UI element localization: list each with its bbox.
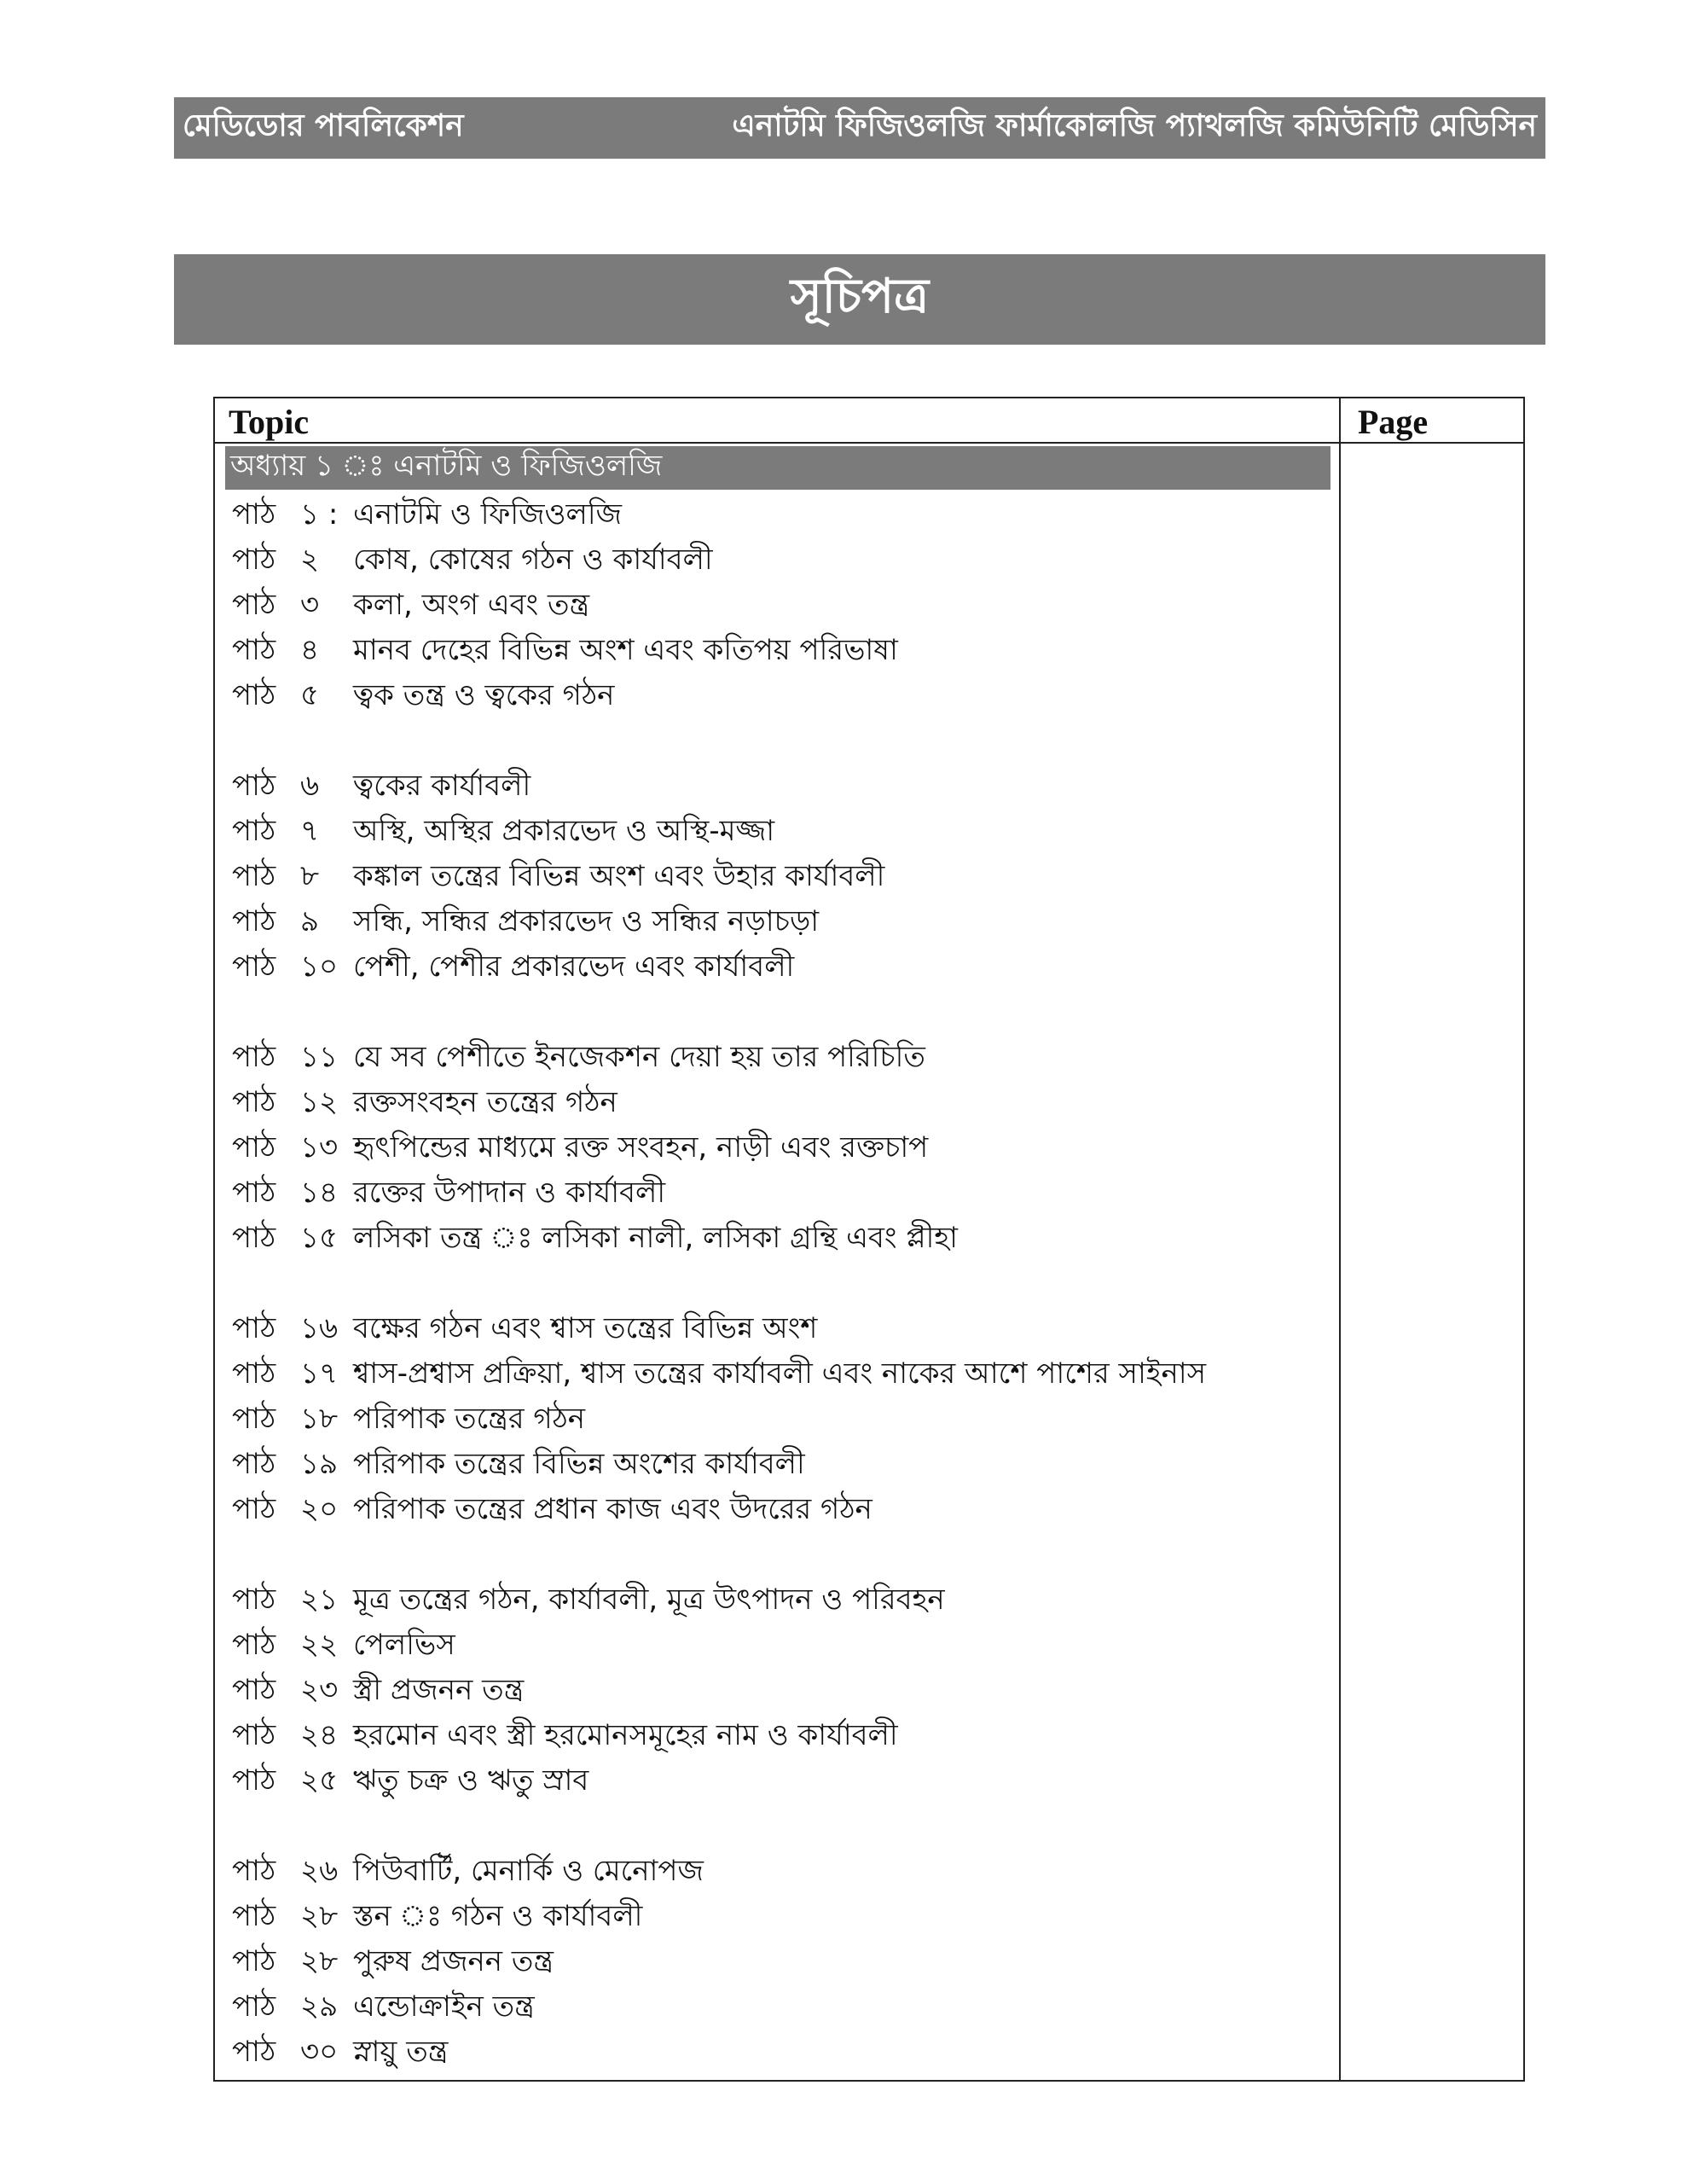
lesson-label: পাঠ [232, 1130, 276, 1165]
lesson-title: এনাটমি ও ফিজিওলজি [353, 497, 623, 531]
group-spacer [232, 1261, 1332, 1306]
lesson-row [232, 1080, 1332, 1125]
lesson-row [232, 764, 1332, 809]
lesson-title: বক্ষের গঠন এবং শ্বাস তন্ত্রের বিভিন্ন অংশ [353, 1311, 818, 1345]
lesson-title: পরিপাক তন্ত্রের গঠন [353, 1402, 586, 1436]
lesson-number: ১৩ [300, 1130, 339, 1165]
lesson-number: ১৫ [300, 1221, 339, 1255]
lesson-label: পাঠ [232, 1311, 276, 1345]
page-column-header: Page [1358, 403, 1429, 441]
lesson-title: হরমোন এবং স্ত্রী হরমোনসমূহের নাম ও কার্যাবলী [353, 1718, 898, 1752]
lesson-label: পাঠ [232, 1899, 276, 1933]
lesson-number: ১৬ [300, 1311, 339, 1345]
lesson-row [232, 1713, 1332, 1758]
lesson-row [232, 1984, 1332, 2030]
lesson-number: ১৯ [300, 1447, 339, 1481]
lesson-number: ১ : [300, 497, 339, 531]
lesson-row [232, 1397, 1332, 1442]
lesson-label: পাঠ [232, 859, 276, 893]
lesson-row [232, 944, 1332, 990]
lesson-row [232, 2030, 1332, 2075]
lesson-number: ৭ [300, 814, 320, 848]
lesson-row [232, 1216, 1332, 1261]
lesson-label: পাঠ [232, 1492, 276, 1526]
lesson-row [232, 1668, 1332, 1713]
lesson-label: পাঠ [232, 1763, 276, 1798]
lesson-title: পুরুষ প্রজনন তন্ত্র [353, 1944, 554, 1978]
lesson-number: ২৪ [300, 1718, 339, 1752]
lesson-label: পাঠ [232, 1040, 276, 1074]
lesson-row [232, 899, 1332, 944]
lesson-label: পাঠ [232, 1356, 276, 1391]
lesson-label: পাঠ [232, 950, 276, 984]
lesson-label: পাঠ [232, 1628, 276, 1662]
group-spacer [232, 718, 1332, 764]
lesson-title: ত্বকের কার্যাবলী [353, 769, 531, 803]
page-title-bar [174, 254, 1545, 345]
lesson-label: পাঠ [232, 904, 276, 938]
column-divider [1339, 398, 1341, 2080]
lesson-number: ১৭ [300, 1356, 339, 1391]
lesson-number: ২৩ [300, 1673, 339, 1707]
toc-table [213, 397, 1525, 2082]
lesson-row [232, 1442, 1332, 1487]
lesson-label: পাঠ [232, 1176, 276, 1210]
lesson-row [232, 1125, 1332, 1170]
lesson-number: ২৬ [300, 1854, 339, 1888]
lesson-row [232, 1939, 1332, 1984]
lesson-row [232, 809, 1332, 854]
lesson-row [232, 1623, 1332, 1668]
group-spacer [232, 1804, 1332, 1849]
lesson-label: পাঠ [232, 678, 276, 712]
lesson-label: পাঠ [232, 1085, 276, 1119]
lesson-number: ৮ [300, 859, 320, 893]
lesson-title: স্ত্রী প্রজনন তন্ত্র [353, 1673, 525, 1707]
lesson-title: অস্থি, অস্থির প্রকারভেদ ও অস্থি-মজ্জা [353, 814, 775, 848]
lesson-number: ২৯ [300, 1989, 339, 2024]
lesson-number: ২১ [300, 1583, 339, 1617]
lesson-title: সন্ধি, সন্ধির প্রকারভেদ ও সন্ধির নড়াচড়া [353, 904, 820, 938]
group-spacer [232, 1532, 1332, 1577]
lesson-label: পাঠ [232, 814, 276, 848]
lesson-number: ৩০ [300, 2035, 339, 2069]
lesson-row [232, 1577, 1332, 1623]
lesson-title: স্তন ঃ গঠন ও কার্যাবলী [353, 1899, 643, 1933]
lesson-number: ১৪ [300, 1176, 339, 1210]
lesson-row [232, 854, 1332, 899]
lesson-number: ২০ [300, 1492, 339, 1526]
lesson-title: স্নায়ু তন্ত্র [353, 2035, 449, 2069]
lesson-row [232, 1351, 1332, 1397]
group-spacer [232, 990, 1332, 1035]
lesson-title: পরিপাক তন্ত্রের প্রধান কাজ এবং উদরের গঠন [353, 1492, 872, 1526]
lesson-title: ঋতু চক্র ও ঋতু স্রাব [353, 1763, 589, 1798]
lesson-title: রক্তের উপাদান ও কার্যাবলী [353, 1176, 666, 1210]
lesson-label: পাঠ [232, 588, 276, 622]
page-title: সূচিপত্র [790, 269, 930, 324]
lesson-label: পাঠ [232, 769, 276, 803]
lesson-row [232, 1849, 1332, 1894]
topic-column-header: Topic [229, 403, 310, 441]
lesson-title: শ্বাস-প্রশ্বাস প্রক্রিয়া, শ্বাস তন্ত্রের কার্যাবলী এবং নাকের আশে পাশের সাইনাস [353, 1356, 1207, 1391]
publisher-name: মেডিডোর পাবলিকেশন [183, 108, 464, 143]
lesson-row [232, 1306, 1332, 1351]
lesson-row [232, 537, 1332, 583]
lesson-label: পাঠ [232, 543, 276, 577]
lesson-number: ১৮ [300, 1402, 339, 1436]
lesson-label: পাঠ [232, 1447, 276, 1481]
chapter-heading [225, 446, 1330, 490]
lesson-label: পাঠ [232, 1989, 276, 2024]
lesson-number: ৯ [300, 904, 320, 938]
lesson-title: মানব দেহের বিভিন্ন অংশ এবং কতিপয় পরিভাষা [353, 633, 898, 667]
lesson-label: পাঠ [232, 633, 276, 667]
lesson-title: ত্বক তন্ত্র ও ত্বকের গঠন [353, 678, 615, 712]
lesson-title: কঙ্কাল তন্ত্রের বিভিন্ন অংশ এবং উহার কার্যাবলী [353, 859, 885, 893]
lesson-number: ৪ [300, 633, 320, 667]
lesson-label: পাঠ [232, 1944, 276, 1978]
lesson-number: ৬ [300, 769, 320, 803]
lesson-row [232, 583, 1332, 628]
lesson-title: কোষ, কোষের গঠন ও কার্যাবলী [353, 543, 713, 577]
lesson-row [232, 492, 1332, 537]
lesson-row [232, 1758, 1332, 1804]
lesson-number: ২৫ [300, 1763, 339, 1798]
lesson-number: ২৮ [300, 1944, 339, 1978]
lesson-row [232, 1894, 1332, 1939]
lesson-label: পাঠ [232, 1718, 276, 1752]
subjects-list: এনাটমি ফিজিওলজি ফার্মাকোলজি প্যাথলজি কমিউনিটি মেডিসিন [732, 108, 1537, 143]
table-header-row [215, 398, 1523, 444]
lesson-row [232, 1035, 1332, 1080]
running-header [174, 97, 1545, 159]
lesson-title: পেলভিস [353, 1628, 455, 1662]
lesson-number: ৩ [300, 588, 320, 622]
lesson-number: ১০ [300, 950, 339, 984]
lesson-number: ১২ [300, 1085, 339, 1119]
lesson-number: ১১ [300, 1040, 339, 1074]
lesson-title: হৃৎপিন্ডের মাধ্যমে রক্ত সংবহন, নাড়ী এবং রক্তচাপ [353, 1130, 929, 1165]
lesson-label: পাঠ [232, 1221, 276, 1255]
lesson-row [232, 673, 1332, 718]
lesson-title: লসিকা তন্ত্র ঃ লসিকা নালী, লসিকা গ্রন্থি এবং প্লীহা [353, 1221, 959, 1255]
lesson-number: ৫ [300, 678, 320, 712]
chapter-title: অধ্যায় ১ ঃ এনাটমি ও ফিজিওলজি [230, 449, 663, 483]
lesson-number: ২৮ [300, 1899, 339, 1933]
lesson-row [232, 1487, 1332, 1532]
lesson-label: পাঠ [232, 1402, 276, 1436]
lesson-label: পাঠ [232, 2035, 276, 2069]
lesson-label: পাঠ [232, 1673, 276, 1707]
lesson-list [232, 492, 1332, 2075]
lesson-number: ২২ [300, 1628, 339, 1662]
lesson-label: পাঠ [232, 497, 276, 531]
lesson-row [232, 1170, 1332, 1216]
lesson-number: ২ [300, 543, 320, 577]
lesson-title: পেশী, পেশীর প্রকারভেদ এবং কার্যাবলী [353, 950, 795, 984]
lesson-label: পাঠ [232, 1854, 276, 1888]
lesson-label: পাঠ [232, 1583, 276, 1617]
lesson-title: পরিপাক তন্ত্রের বিভিন্ন অংশের কার্যাবলী [353, 1447, 805, 1481]
lesson-title: রক্তসংবহন তন্ত্রের গঠন [353, 1085, 617, 1119]
lesson-title: যে সব পেশীতে ইনজেকশন দেয়া হয় তার পরিচিতি [353, 1040, 925, 1074]
lesson-title: কলা, অংগ এবং তন্ত্র [353, 588, 590, 622]
lesson-title: পিউবার্টি, মেনার্কি ও মেনোপজ [353, 1854, 704, 1888]
lesson-row [232, 628, 1332, 673]
lesson-title: এন্ডোক্রাইন তন্ত্র [353, 1989, 535, 2024]
lesson-title: মূত্র তন্ত্রের গঠন, কার্যাবলী, মূত্র উৎপাদন ও পরিবহন [353, 1583, 945, 1617]
